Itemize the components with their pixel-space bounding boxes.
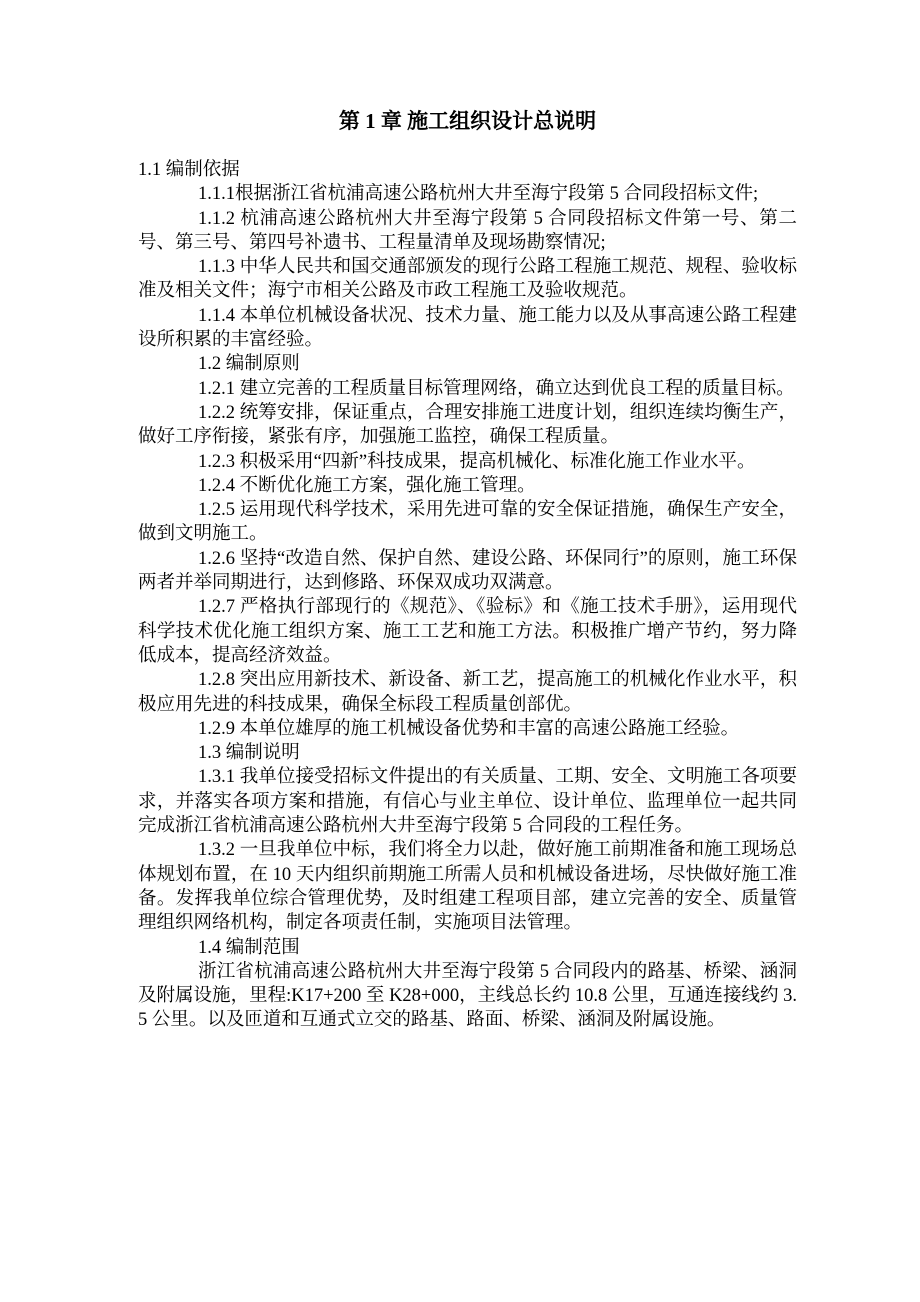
heading-1-1: 1.1 编制依据 <box>138 160 240 180</box>
heading-1-3: 1.3 编制说明 <box>198 743 300 764</box>
paragraph-1-2-7: 1.2.7 严格执行部现行的《规范》、《验标》和《施工技术手册》，运用现代科学技术优化施工组织方案、施工工艺和施工方法。积极推广增产节约，努力降低成本，提高经济效益。 <box>138 597 797 666</box>
paragraph-1-2-4: 1.2.4 不断优化施工方案，强化施工管理。 <box>198 475 536 496</box>
paragraph-1-1-1: 1.1.1根据浙江省杭浦高速公路杭州大井至海宁段第 5 合同段招标文件; <box>198 184 759 205</box>
paragraph-1-2-9: 1.2.9 本单位雄厚的施工机械设备优势和丰富的高速公路施工经验。 <box>198 718 740 739</box>
paragraph-1-4-body: 浙江省杭浦高速公路杭州大井至海宁段第 5 合同段内的路基、桥梁、涵洞及附属设施，里程:K17+200 至 K28+000，主线总长约 10.8 公里，互通连接线约 3.5 公里。以及匝道和互通式立交的路基、路面、桥梁、涵洞及附属设施。 <box>138 961 797 1031</box>
paragraph-1-3-1: 1.3.1 我单位接受招标文件提出的有关质量、工期、安全、文明施工各项要求，并落实各项方案和措施，有信心与业主单位、设计单位、监理单位一起共同完成浙江省杭浦高速公路杭州大井至海宁段第 5 合同段的工程任务。 <box>138 767 797 837</box>
paragraph-1-1-4: 1.1.4 本单位机械设备状况、技术力量、施工能力以及从事高速公路工程建设所积累的丰富经验。 <box>138 305 797 351</box>
paragraph-1-2-1: 1.2.1 建立完善的工程质量目标管理网络，确立达到优良工程的质量目标。 <box>198 378 795 399</box>
paragraph-1-2-6: 1.2.6 坚持“改造自然、保护自然、建设公路、环保同行”的原则，施工环保两者并举同期进行，达到修路、环保双成功双满意。 <box>138 548 797 594</box>
document-body <box>138 158 797 1033</box>
paragraph-1-1-3: 1.1.3 中华人民共和国交通部颁发的现行公路工程施工规范、规程、验收标准及相关文件；海宁市相关公路及市政工程施工及验收规范。 <box>138 257 797 302</box>
chapter-title: 第 1 章 施工组织设计总说明 <box>338 109 597 133</box>
paragraph-1-2-5: 1.2.5 运用现代科学技术，采用先进可靠的安全保证措施，确保生产安全，做到文明施工。 <box>138 500 797 545</box>
paragraph-1-2-3: 1.2.3 积极采用“四新”科技成果，提高机械化、标准化施工作业水平。 <box>198 451 756 472</box>
heading-1-4: 1.4 编制范围 <box>198 937 300 958</box>
paragraph-1-2-8: 1.2.8 突出应用新技术、新设备、新工艺，提高施工的机械化作业水平，积极应用先进的科技成果，确保全标段工程质量创部优。 <box>138 670 797 715</box>
paragraph-1-3-2: 1.3.2 一旦我单位中标，我们将全力以赴，做好施工前期准备和施工现场总体规划布置，在 10 天内组织前期施工所需人员和机械设备进场，尽快做好施工准备。发挥我单位综合管理优势，及时组建工程项目部，建立完善的安全、质量管理组织网络机构，制定各项责任制，实施项目法管理。 <box>138 840 797 934</box>
heading-1-2: 1.2 编制原则 <box>198 354 300 375</box>
paragraph-1-2-2: 1.2.2 统筹安排，保证重点，合理安排施工进度计划，组织连续均衡生产，做好工序衔接，紧张有序，加强施工监控，确保工程质量。 <box>138 402 797 448</box>
paragraph-1-1-2: 1.1.2 杭浦高速公路杭州大井至海宁段第 5 合同段招标文件第一号、第二号、第三号、第四号补遗书、工程量清单及现场勘察情况; <box>138 208 797 253</box>
